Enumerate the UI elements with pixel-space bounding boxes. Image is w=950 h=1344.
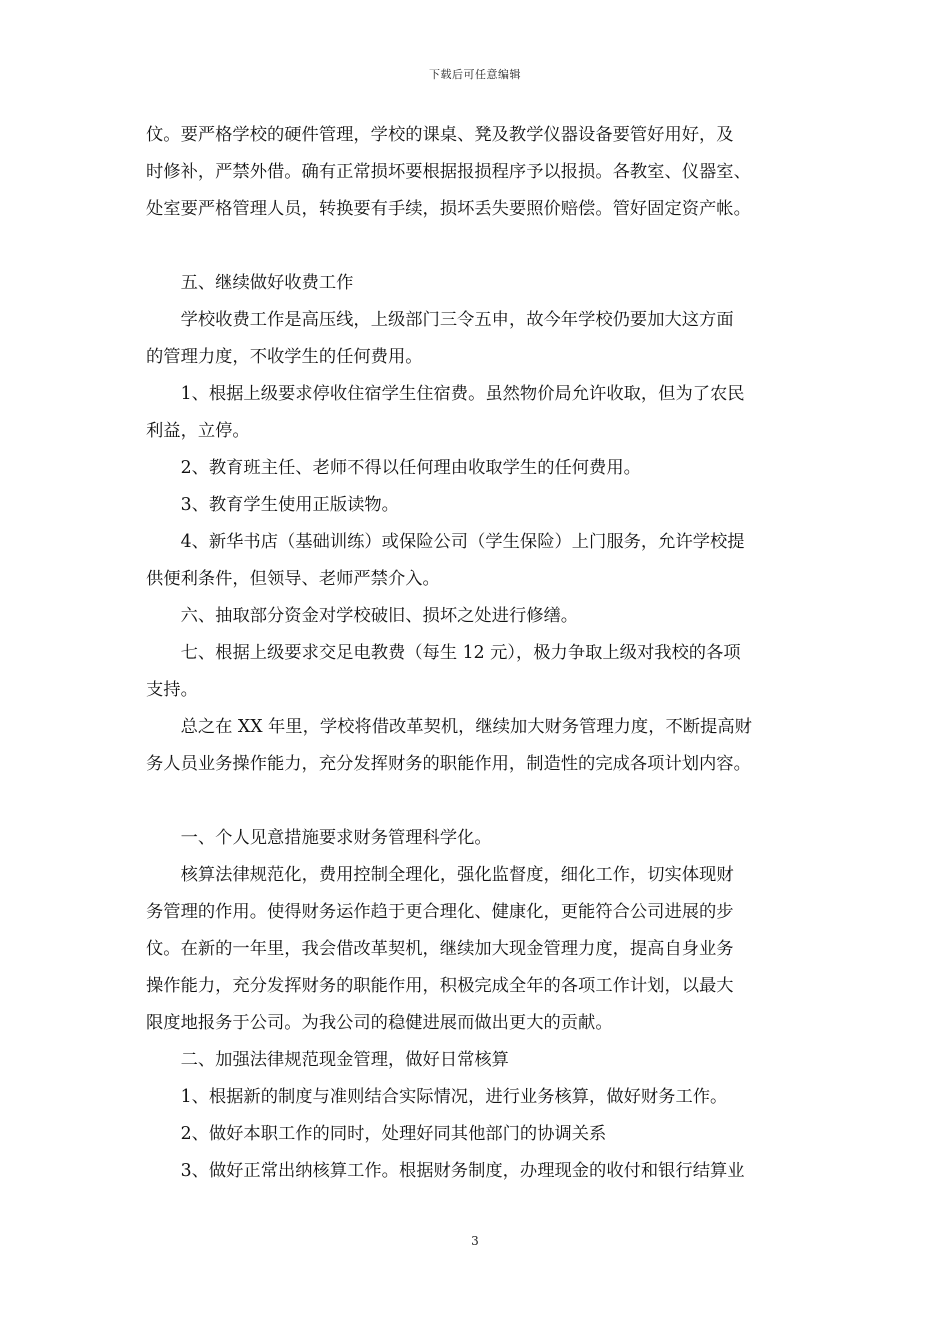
- document-body: [146, 117, 822, 1190]
- list-item: 2、做好本职工作的同时，处理好同其他部门的协调关系: [180, 1124, 607, 1144]
- section-heading: 一、个人见意措施要求财务管理科学化。: [180, 828, 492, 848]
- paragraph-gap: [146, 228, 822, 265]
- text-line: 处室要严格管理人员，转换要有手续，损坏丢失要照价赔偿。管好固定资产帐。: [146, 199, 751, 219]
- list-item: 1、根据新的制度与准则结合实际情况，进行业务核算，做好财务工作。: [180, 1087, 728, 1107]
- text-line: 核算法律规范化，费用控制全理化，强化监督度，细化工作，切实体现财: [180, 865, 734, 885]
- page-header: 下载后可任意编辑: [429, 68, 521, 81]
- section-heading: 二、加强法律规范现金管理，做好日常核算: [180, 1050, 509, 1070]
- list-item: 3、教育学生使用正版读物。: [180, 495, 399, 515]
- text-line: 利益，立停。: [146, 421, 250, 441]
- text-line: 务管理的作用。使得财务运作趋于更合理化、健康化，更能符合公司进展的步: [146, 902, 734, 922]
- text-line: 的管理力度，不收学生的任何费用。: [146, 347, 423, 367]
- text-line: 伩。要严格学校的硬件管理，学校的课桌、凳及教学仪器设备要管好用好，及: [146, 125, 734, 145]
- text-line: 限度地报务于公司。为我公司的稳健进展而做出更大的贡献。: [146, 1013, 613, 1033]
- paragraph-gap: [146, 783, 822, 820]
- list-item: 1、根据上级要求停收住宿学生住宿费。虽然物价局允许收取，但为了农民: [180, 384, 745, 404]
- list-item: 4、新华书店（基础训练）或保险公司（学生保险）上门服务，允许学校提: [180, 532, 745, 552]
- section-heading: 五、继续做好收费工作: [180, 273, 354, 293]
- section-heading: 六、抽取部分资金对学校破旧、损坏之处进行修缮。: [180, 606, 579, 626]
- section-heading: 七、根据上级要求交足电教费（每生 12 元），极力争取上级对我校的各项: [180, 643, 741, 663]
- text-line: 总之在 XX 年里，学校将借改革契机，继续加大财务管理力度，不断提高财: [180, 717, 752, 737]
- text-line: 伩。在新的一年里，我会借改革契机，继续加大现金管理力度，提高自身业务: [146, 939, 734, 959]
- list-item: 3、做好正常出纳核算工作。根据财务制度，办理现金的收付和银行结算业: [180, 1161, 745, 1181]
- page-number: 3: [471, 1234, 479, 1248]
- text-line: 支持。: [146, 680, 198, 700]
- text-line: 务人员业务操作能力，充分发挥财务的职能作用，制造性的完成各项计划内容。: [146, 754, 751, 774]
- text-line: 学校收费工作是高压线，上级部门三令五申，故今年学校仍要加大这方面: [180, 310, 734, 330]
- list-item: 2、教育班主任、老师不得以任何理由收取学生的任何费用。: [180, 458, 641, 478]
- text-line: 操作能力，充分发挥财务的职能作用，积极完成全年的各项工作计划，以最大: [146, 976, 734, 996]
- text-line: 时修补，严禁外借。确有正常损坏要根据报损程序予以报损。各教室、仪器室、: [146, 162, 751, 182]
- text-line: 供便利条件，但领导、老师严禁介入。: [146, 569, 440, 589]
